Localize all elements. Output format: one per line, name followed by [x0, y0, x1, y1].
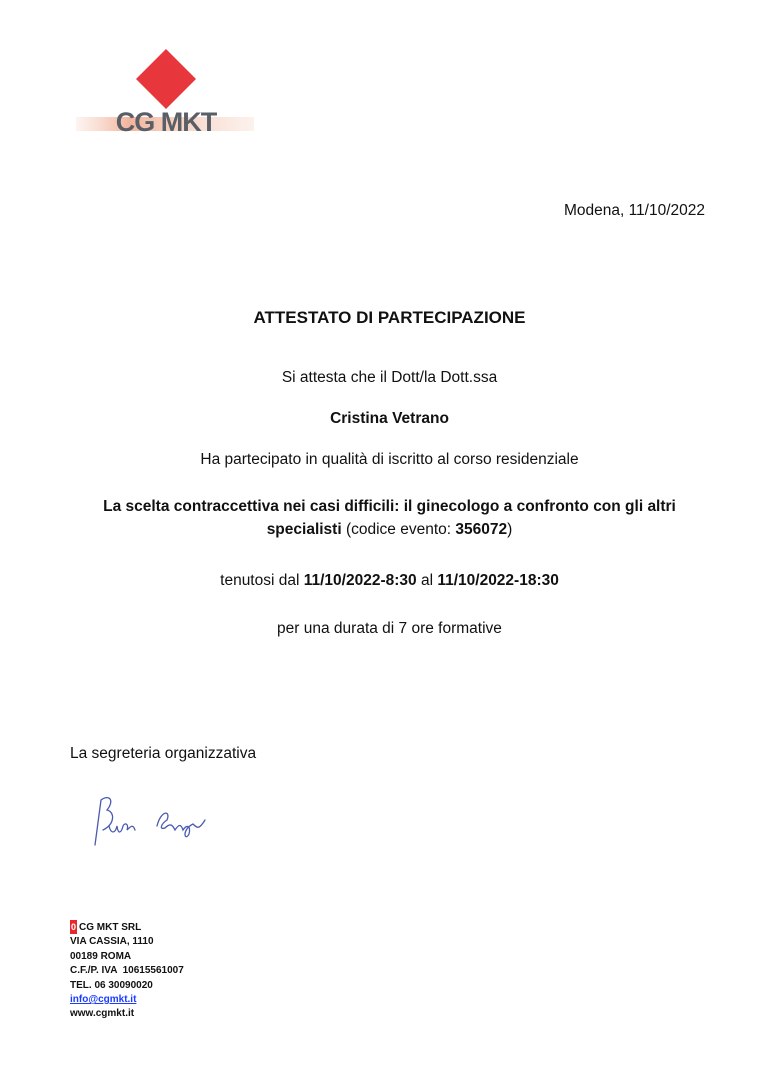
footer-phone: TEL. 06 30090020 [70, 979, 153, 991]
footer-city: 00189 ROMA [70, 950, 132, 962]
badge-icon: 0 [70, 920, 77, 934]
svg-text:CG MKT: CG MKT [115, 107, 217, 137]
end-date: 11/10/2022-18:30 [437, 572, 559, 589]
signature-label: La segreteria organizzativa [70, 745, 257, 762]
email-link[interactable]: info@cgmkt.it [70, 994, 137, 1006]
company-name: CG MKT SRL [79, 922, 142, 933]
document-title: ATTESTATO DI PARTECIPAZIONE [253, 308, 526, 327]
attest-line: Si attesta che il Dott/la Dott.ssa [281, 369, 498, 386]
company-footer [70, 920, 184, 1022]
event-dates [0, 572, 779, 590]
course-code-prefix: (codice evento: [341, 521, 456, 538]
company-logo [76, 45, 256, 140]
course-code-suffix: ) [507, 521, 513, 538]
footer-address: VIA CASSIA, 1110 [70, 936, 154, 948]
footer-website: www.cgmkt.it [70, 1008, 135, 1020]
footer-vat: C.F./P. IVA 10615561007 [70, 965, 184, 977]
start-date: 11/10/2022-8:30 [303, 572, 417, 589]
course-info [0, 495, 779, 541]
dates-prefix: tenutosi dal [220, 572, 304, 589]
course-title: La scelta contraccettiva nei casi difficili: il ginecologo a confronto con gli altri specialisti [103, 498, 676, 538]
course-code: 356072 [455, 521, 508, 538]
date-line: Modena, 11/10/2022 [563, 202, 705, 219]
duration-line: per una durata di 7 ore formative [277, 620, 502, 637]
participant-name: Cristina Vetrano [330, 410, 449, 427]
participation-line: Ha partecipato in qualità di iscritto al corso residenziale [200, 451, 579, 468]
footer-company [70, 920, 184, 935]
dates-middle: al [416, 572, 438, 589]
signature [85, 790, 225, 855]
